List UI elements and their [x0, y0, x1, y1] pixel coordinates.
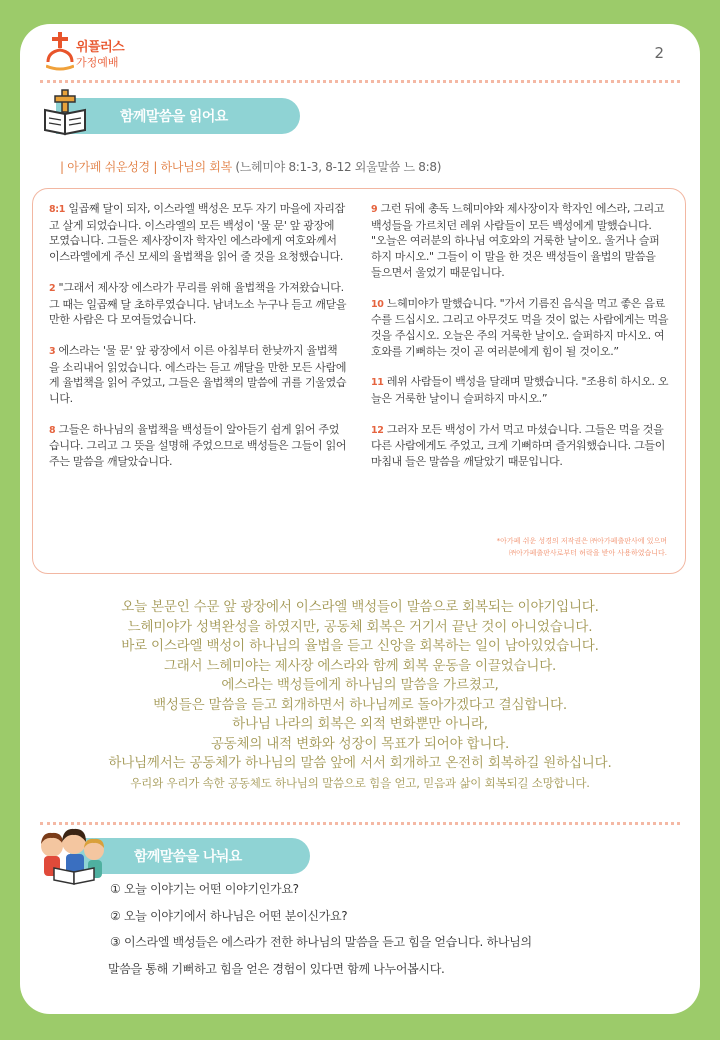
verse-text: 일곱째 달이 되자, 이스라엘 백성은 모두 자기 마을에 자리잡고 살게 되었습니다. 이스라엘의 모든 백성이 '물 문' 앞 광장에 모였습니다. 그들은 제사장이자 학자인 에스라에게 여호와께서 이스라엘에게 주신 모세의 율법책을 읽어 줄 것을 요청했습니다.: [49, 202, 345, 264]
question-item: ③ 이스라엘 백성들은 에스라가 전한 하나님의 말씀을 듣고 힘을 얻습니다. 하나님의: [110, 935, 532, 949]
verse: [371, 296, 669, 360]
divider: [40, 822, 680, 825]
logo-line2: 가정예배: [76, 56, 119, 69]
discussion-questions: [110, 876, 532, 982]
verse-text: 느헤미야가 말했습니다. "가서 기름진 음식을 먹고 좋은 음료수를 드십시오. 그리고 아무것도 먹을 것이 없는 사람에게는 먹을 것을 주십시오. 오늘은 주의 거룩한 날이오. 슬퍼하지 마시오. 여호와를 기뻐하는 것이 곧 여러분에게 힘이 될 것이오.”: [371, 296, 669, 358]
worship-page: [20, 24, 700, 1014]
reference-version: | 아가페 쉬운성경 | 하나님의 회복: [60, 160, 232, 174]
message-line: 느헤미야가 성벽완성을 하였지만, 공동체 회복은 거기서 끝난 것이 아니었습니다.: [127, 618, 593, 635]
copyright-note: [497, 535, 667, 559]
family-reading-icon: [36, 826, 112, 886]
scripture-left-column: [49, 201, 347, 485]
message-line: 하나님 나라의 회복은 외적 변화뿐만 아니라,: [232, 716, 488, 732]
message-line: 공동체의 내적 변화와 성장이 목표가 되어야 합니다.: [210, 735, 510, 752]
verse-text: 그들은 하나님의 율법책을 백성들이 알아듣기 쉽게 읽어 주었습니다. 그리고 그 뜻을 설명해 주었으므로 백성들은 그들이 읽어 주는 말씀을 깨달았습니다.: [49, 422, 347, 469]
verse-number: 9: [371, 204, 378, 215]
section-title-prefix: 함께: [134, 849, 160, 865]
verse: [49, 343, 347, 407]
message-line: 그래서 느헤미야는 제사장 에스라와 함께 회복 운동을 이끌었습니다.: [163, 657, 557, 674]
verse-text: 그러자 모든 백성이 가서 먹고 마셨습니다. 그들은 먹을 것을 다른 사람에게도 주었고, 크게 기뻐하며 즐거워했습니다. 그들이 마침내 들은 말씀을 깨달았기 때문입니다.: [371, 422, 666, 469]
scripture-reference: [60, 158, 441, 175]
message-line: 하나님께서는 공동체가 하나님의 말씀 앞에 서서 회개하고 온전히 회복하길 원하십니다.: [108, 755, 612, 771]
verse-number: 3: [49, 345, 56, 357]
scripture-box: [32, 188, 686, 574]
church-logo-icon: [46, 32, 74, 72]
verse-number: 11: [371, 377, 384, 389]
bible-cross-icon: [42, 88, 92, 138]
verse-number: 12: [371, 424, 384, 436]
verse: [49, 422, 347, 470]
message-line: 오늘 본문인 수문 앞 광장에서 이스라엘 백성들이 말씀으로 회복되는 이야기입니다.: [121, 599, 599, 615]
question-item-continued: 말씀을 통해 기뻐하고 힘을 얻은 경험이 있다면 함께 나누어봅시다.: [108, 961, 445, 976]
verse-number: 8: [49, 424, 56, 436]
verse-text: 레위 사람들이 백성을 달래며 말했습니다. "조용히 하시오. 오늘은 거룩한 날이니 슬퍼하지 마시오.”: [371, 375, 669, 406]
verse: [49, 280, 347, 328]
section-title-prefix: 함께: [120, 109, 146, 125]
copyright-line2: ㈜아가페출판사로부터 허락을 받아 사용하였습니다.: [509, 549, 667, 557]
message-line: 에스라는 백성들에게 하나님의 말씀을 가르쳤고,: [221, 677, 499, 693]
logo: [46, 32, 156, 76]
verse: [49, 201, 347, 265]
page-number: 2: [654, 44, 664, 62]
message-line: 바로 이스라엘 백성이 하나님의 율법을 듣고 신앙을 회복하는 일이 남아있었습니다.: [121, 638, 599, 654]
verse-text: 에스라는 '물 문' 앞 광장에서 이른 아침부터 한낮까지 율법책을 소리내어 읽었습니다. 에스라는 듣고 깨달을 만한 모든 사람에게 율법책을 읽어 주었고, 그들은 율법책의 말씀에 귀를 기울였습니다.: [49, 343, 347, 406]
question-item: ① 오늘 이야기는 어떤 이야기인가요?: [110, 882, 299, 896]
divider: [40, 80, 680, 83]
verse-text: 그런 뒤에 총독 느헤미야와 제사장이자 학자인 에스라, 그리고 백성들을 가르치던 레위 사람들이 모든 백성에게 말했습니다. "오늘은 여러분의 하나님 여호와의 거룩한 날이오. 울거나 슬퍼하지 마시오." 그들이 이 말을 한 것은 백성들이 율법의 말씀을 들으면서 울었기 때문입니다.: [371, 202, 665, 279]
verse: [371, 201, 669, 281]
reference-passage: (느헤미야 8:1-3, 8-12 외울말씀 느 8:8): [231, 160, 442, 174]
verse-number: 10: [371, 298, 384, 310]
verse-number: 2: [49, 282, 56, 294]
section-title-read: [56, 98, 300, 134]
scripture-right-column: [371, 201, 669, 485]
sermon-message: [20, 598, 700, 793]
verse: [371, 374, 669, 406]
message-line: 백성들은 말씀을 듣고 회개하면서 하나님께로 돌아가겠다고 결심합니다.: [153, 696, 567, 713]
question-item: ② 오늘 이야기에서 하나님은 어떤 분이신가요?: [110, 908, 348, 923]
verse-number: 8:1: [49, 204, 66, 215]
copyright-line1: *아가페 쉬운 성경의 저작권은 ㈜아가페출판사에 있으며: [496, 537, 667, 545]
verse-text: "그래서 제사장 에스라가 무리를 위해 율법책을 가져왔습니다. 그 때는 일곱째 달 초하루였습니다. 남녀노소 누구나 듣고 깨닫을 만한 사람은 다 모여들었습니다.: [49, 280, 347, 327]
verse: [371, 422, 669, 470]
section-title-highlight: 말씀을 나눠요: [159, 849, 242, 865]
section-title-highlight: 말씀을 읽어요: [145, 109, 228, 125]
message-line: 우리와 우리가 속한 공동체도 하나님의 말씀으로 힘을 얻고, 믿음과 삶이 회복되길 소망합니다.: [130, 775, 590, 790]
logo-line1: 위플러스: [76, 40, 125, 55]
